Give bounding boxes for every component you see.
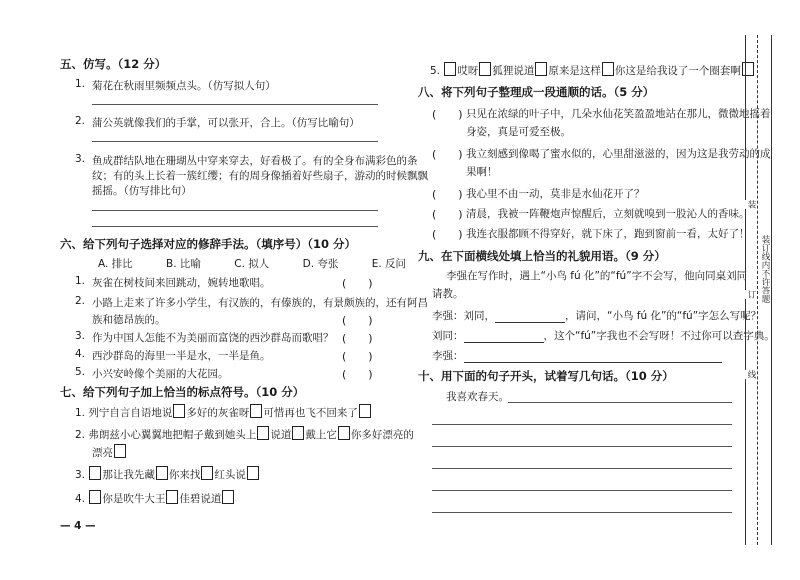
s6-item-5-text: 小兴安岭像个美丽的大花园。 [92, 368, 229, 380]
s6-item-3-text: 作为中国人怎能不为美丽而富饶的西沙群岛而歌唱？ [92, 332, 334, 344]
text-segment: 可惜再也飞不回来了 [263, 407, 358, 419]
punctuation-box[interactable] [89, 466, 101, 480]
answer-line[interactable] [92, 141, 378, 142]
text-segment: 多好的灰雀呀 [186, 407, 250, 419]
text-segment: 刘同： [432, 330, 464, 342]
s7-item-2-no: 2. [75, 429, 86, 441]
s7-item-2 [75, 426, 414, 442]
answer-line[interactable] [92, 226, 378, 227]
s8-item-1-line-2: 身姿，真是可爱至极。 [466, 126, 571, 138]
text-segment: 说道 [270, 429, 292, 441]
punctuation-box[interactable] [535, 62, 547, 76]
punctuation-box[interactable] [292, 426, 304, 440]
s6-item-1-answer[interactable]: ( ) [342, 277, 373, 290]
binding-margin [745, 35, 773, 545]
s7-item-5 [430, 62, 755, 78]
s8-item-2-line-2: 果啊！ [466, 166, 498, 178]
s10-start: 我喜欢春天。 [446, 391, 509, 403]
text-segment: 李强： [432, 350, 464, 362]
order-blank[interactable]: ( ) [432, 148, 463, 161]
punctuation-box[interactable] [338, 426, 350, 440]
s8-item-3-line-1: 我心里不由一动，莫非是水仙花开了？ [466, 188, 645, 200]
choice-a: A. 排比 [98, 258, 133, 270]
s6-item-3-no: 3. [75, 330, 86, 342]
s6-item-4-text: 西沙群岛的海里一半是水，一半是鱼。 [92, 350, 271, 362]
answer-line[interactable] [92, 210, 378, 211]
blank-line[interactable] [464, 330, 544, 343]
punctuation-box[interactable] [444, 62, 456, 76]
s6-item-3-answer[interactable]: ( ) [342, 332, 373, 345]
s7-item-4-no: 4. [75, 493, 86, 505]
s7-item-4 [75, 490, 235, 506]
bind-label: 线 [746, 370, 756, 379]
s5-item-3-no: 3. [75, 153, 86, 165]
text-segment: 红头说 [214, 469, 246, 481]
order-blank[interactable]: ( ) [432, 108, 463, 121]
punctuation-box[interactable] [156, 466, 168, 480]
s5-item-3-line-2: 纹；有的头上长着一簇红缨；有的周身像插着好些扇子，游动的时候飘飘 [92, 170, 428, 182]
punctuation-box[interactable] [114, 444, 126, 458]
s9-dialog-3 [432, 348, 722, 363]
writing-line[interactable] [432, 512, 732, 513]
s6-item-1-text: 灰雀在树枝间来回跳动，婉转地歌唱。 [92, 277, 271, 289]
punctuation-box[interactable] [247, 466, 259, 480]
choice-b: B. 比喻 [166, 258, 201, 270]
bind-label: 订 [746, 290, 756, 299]
s6-item-5-no: 5. [75, 366, 86, 378]
text-segment: 佳碧说道 [179, 493, 222, 505]
s6-item-5-answer[interactable]: ( ) [342, 368, 373, 381]
s6-item-4-no: 4. [75, 348, 86, 360]
order-blank[interactable]: ( ) [432, 208, 463, 221]
s5-item-1-no: 1. [75, 78, 86, 90]
s9-intro-line-2: 请教。 [432, 288, 464, 300]
text-segment: 那让我先藏 [102, 469, 155, 481]
punctuation-box[interactable] [201, 466, 213, 480]
section-10-title: 十、用下面的句子开头，试着写几句话。（10 分） [418, 369, 674, 383]
text-segment: 漂亮 [92, 447, 113, 459]
writing-line[interactable] [432, 424, 732, 425]
s7-item-1 [75, 404, 372, 420]
choice-e: E. 反问 [371, 258, 407, 270]
s7-item-3 [75, 466, 260, 482]
s5-item-2-text: 蒲公英就像我们的手掌，可以张开，合上。（仿写比喻句） [92, 117, 360, 129]
binding-line-dashed [757, 35, 758, 545]
answer-line[interactable] [92, 104, 378, 105]
section-6-title: 六、给下列句子选择对应的修辞手法。（填序号）（10 分） [60, 237, 357, 251]
writing-line[interactable] [432, 468, 732, 469]
s6-item-2-no: 2. [75, 295, 86, 307]
rhetoric-choices [98, 256, 436, 271]
writing-line[interactable] [508, 402, 732, 403]
punctuation-box[interactable] [479, 62, 491, 76]
punctuation-box[interactable] [250, 404, 262, 418]
punctuation-box[interactable] [257, 426, 269, 440]
binding-line [771, 35, 772, 545]
order-blank[interactable]: ( ) [432, 228, 463, 241]
text-segment: ，请问，“小鸟 fú 化”的“fú”字怎么写呢？ [565, 310, 762, 322]
s7-item-5-no: 5. [430, 65, 441, 77]
s5-item-3-line-3: 摇摇。（仿写排比句） [92, 185, 192, 197]
blank-line[interactable] [464, 350, 722, 363]
s8-item-5-line-1: 我连衣服都顾不得穿好，就下床了，跑到窗前一看，太好了！ [466, 228, 750, 240]
text-segment: 你这是给我设了一个圈套啊 [614, 65, 741, 77]
s7-item-3-no: 3. [75, 469, 86, 481]
text-segment: 原来是这样 [548, 65, 601, 77]
choice-c: C. 拟人 [234, 258, 270, 270]
text-segment: 列宁自言自语地说 [88, 407, 173, 419]
text-segment: 你多好漂亮的 [350, 429, 414, 441]
writing-line[interactable] [432, 446, 732, 447]
s8-item-4-line-1: 清晨，我被一阵鞭炮声惊醒后，立刻就嗅到一股沁人的香味。 [466, 208, 750, 220]
s5-item-2-no: 2. [75, 115, 86, 127]
bind-label: 装 [746, 200, 756, 209]
blank-line[interactable] [495, 310, 565, 323]
s6-item-2-line-2: 族和德昂族的。 [92, 314, 166, 326]
text-segment: ，这个“fú”字我也不会写呀！不过你可以查字典。 [543, 330, 775, 342]
text-segment: 弗朗兹小心翼翼地把帽子戴到她头上 [88, 429, 257, 441]
s6-item-2-line-1: 小路上走来了许多小学生，有汉族的，有傣族的，有景颇族的，还有阿昌 [92, 297, 428, 309]
punctuation-box[interactable] [173, 404, 185, 418]
section-9-title: 九、在下面横线处填上恰当的礼貌用语。（9 分） [418, 249, 666, 263]
order-blank[interactable]: ( ) [432, 188, 463, 201]
s7-item-1-no: 1. [75, 407, 86, 419]
punctuation-box[interactable] [222, 490, 234, 504]
s6-item-4-answer[interactable]: ( ) [342, 350, 373, 363]
text-segment: 戴上它 [305, 429, 337, 441]
text-segment: 哎呀 [457, 65, 479, 77]
s8-item-1-line-1: 只见在浓绿的叶子中，几朵水仙花笑盈盈地站在那儿，微微地摇着 [466, 108, 771, 120]
punctuation-box[interactable] [89, 490, 101, 504]
s9-intro-line-1: 李强在写作时，遇上“小鸟 fú 化”的“fú”字不会写，他向同桌刘同 [446, 270, 748, 282]
text-segment: 你是吹牛大王 [102, 493, 166, 505]
s6-item-1-no: 1. [75, 275, 86, 287]
side-note: 装订线内不许答题 [760, 235, 770, 303]
writing-line[interactable] [432, 490, 732, 491]
punctuation-box[interactable] [166, 490, 178, 504]
s5-item-3-line-1: 鱼成群结队地在珊瑚丛中穿来穿去，好看极了。有的全身布满彩色的条 [92, 155, 418, 167]
s6-item-2-answer[interactable]: ( ) [342, 314, 373, 327]
text-segment: 李强：刘同， [432, 310, 495, 322]
punctuation-box[interactable] [602, 62, 614, 76]
section-5-title: 五、仿写。（12 分） [60, 57, 167, 71]
s9-dialog-1 [432, 308, 761, 323]
section-7-title: 七、给下列句子加上恰当的标点符号。（10 分） [60, 385, 305, 399]
text-segment: 你来找 [168, 469, 201, 481]
text-segment: 狐狸说道 [492, 65, 535, 77]
s8-item-2-line-1: 我立刻感到像喝了蜜水似的，心里甜滋滋的，因为这是我劳动的成 [466, 148, 771, 160]
s5-item-1-text: 菊花在秋雨里频频点头。（仿写拟人句） [92, 80, 276, 92]
page-number: — 4 — [60, 520, 96, 532]
s9-dialog-2 [432, 328, 775, 343]
section-8-title: 八、将下列句子整理成一段通顺的话。（5 分） [418, 85, 655, 99]
punctuation-box[interactable] [359, 404, 371, 418]
s7-item-2-continued [92, 444, 127, 460]
choice-d: D. 夸张 [302, 258, 339, 270]
